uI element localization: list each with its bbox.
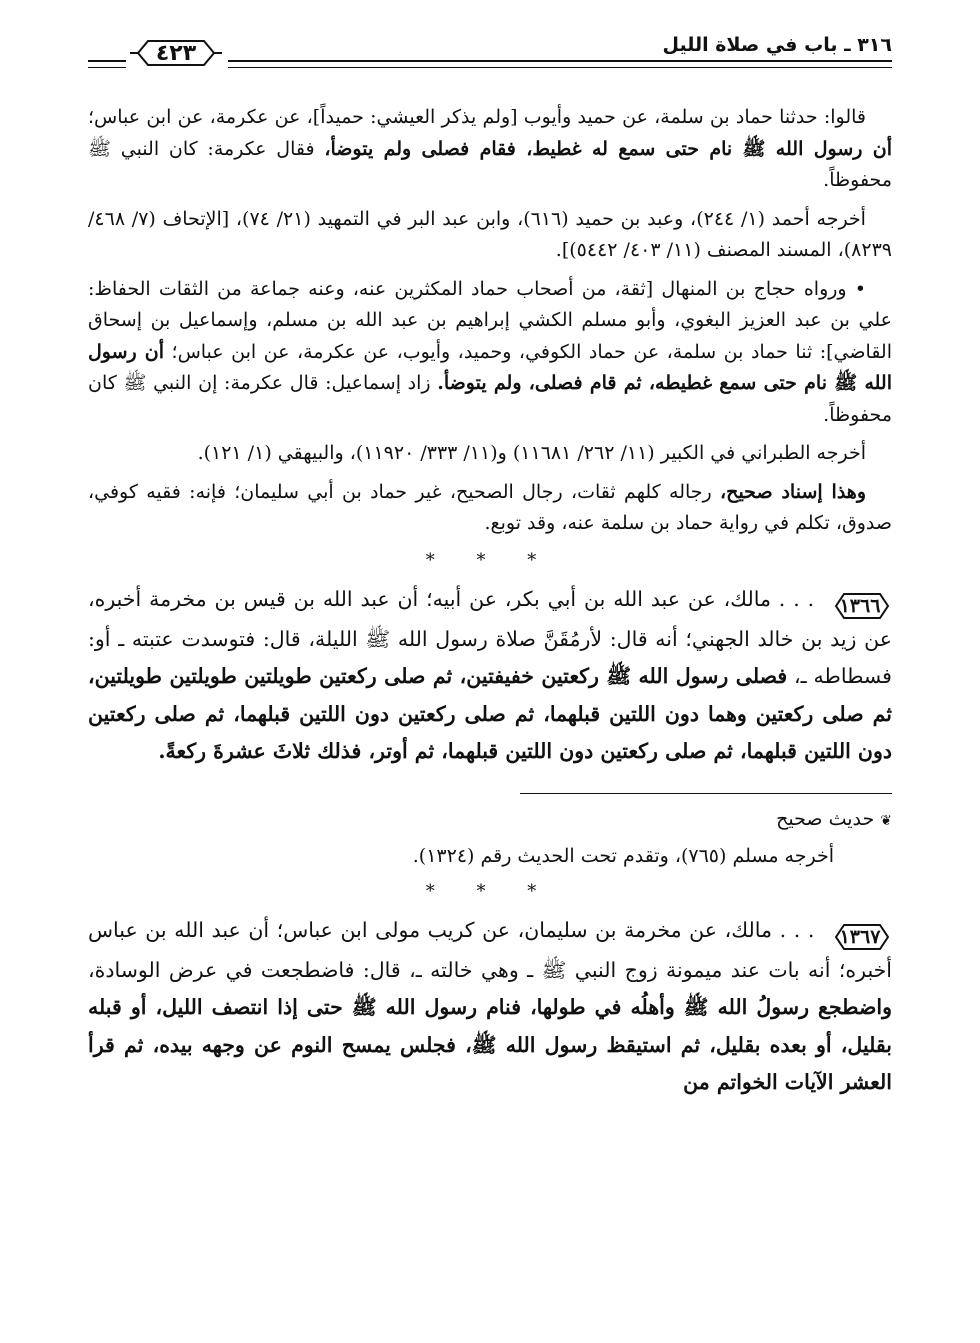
hadith-1367 — [88, 912, 892, 1102]
page-number: ٤٢٣ — [155, 40, 197, 66]
page-number-frame — [128, 38, 224, 68]
running-title: ٣١٦ ـ باب في صلاة الليل — [662, 34, 892, 56]
hadith-1366 — [88, 581, 892, 771]
paragraph — [88, 477, 892, 540]
section-separator: * * * — [425, 549, 555, 571]
takhrij-paragraph: أخرجه الطبراني في الكبير (١١/ ٢٦٢/ ١١٦٨١) و(١١/ ٣٣٣/ ١١٩٢٠)، والبيهقي (١/ ١٢١). — [197, 442, 866, 464]
isnad-text: . . . مالك، عن عبد الله بن أبي بكر، عن أبيه؛ أن عبد الله بن قيس بن مخرمة أخبره، عن زيد بن خالد الجهني؛ أنه قال: لأرمُقَنَّ صلاة رسول الله ﷺ الليلة، قال: فتوسدت عتبته ـ أو: فسطاطه ـ، — [88, 586, 892, 688]
section-separator: * * * — [425, 880, 555, 902]
text-run: فقال عكرمة: كان النبي ﷺ محفوظاً. — [88, 137, 892, 191]
header-rule — [228, 60, 892, 68]
verdict-text: وهذا إسناد صحيح، — [720, 480, 866, 503]
page-header — [88, 34, 892, 90]
text-run: رجاله كلهم ثقات، رجال الصحيح، غير حماد بن أبي سليمان؛ فإنه: فقيه كوفي، صدوق، تكلم في رواية حماد بن سلمة عنه، وقد توبع. — [88, 480, 892, 534]
paragraph — [88, 274, 892, 432]
hadith-grade — [88, 804, 892, 837]
text-run: • ورواه حجاج بن المنهال [ثقة، من أصحاب حماد المكثرين عنه، وعنه جماعة من الثقات الحفاظ: علي بن عبد العزيز البغوي، وأبو مسلم الكشي إبراهيم بن عبد الله بن مسلم، وإسماعيل بن إسحاق القاضي]: ثنا حماد بن سلمة، عن حماد الكوفي، وحميد، وأيوب، عن عكرمة، عن ابن عباس؛ — [88, 277, 892, 363]
takhrij-note: أخرجه مسلم (٧٦٥)، وتقدم تحت الحديث رقم (١٣٢٤). — [412, 844, 834, 867]
bookmark-icon: ❦ — [880, 812, 892, 829]
paragraph — [88, 102, 892, 197]
takhrij-paragraph: أخرجه أحمد (١/ ٢٤٤)، وعبد بن حميد (٦١٦)، وابن عبد البر في التمهيد (٢١/ ٧٤)، [الإتحاف (٧/ ٤٦٨/ ٨٢٣٩)، المسند المصنف (١١/ ٤٠٣/ ٥٤٤٢)]. — [88, 207, 892, 261]
grade-label: حديث صحيح — [776, 807, 875, 830]
hadith-number: ١٣٦٦ — [839, 594, 881, 617]
text-run: زاد إسماعيل: قال عكرمة: إن النبي ﷺ كان محفوظاً. — [88, 372, 892, 426]
text-run: قالوا: حدثنا حماد بن سلمة، عن حميد وأيوب [ولم يذكر العيشي: حميداً]، عن عكرمة، عن ابن عباس؛ — [88, 106, 866, 128]
footnote-divider — [520, 793, 892, 794]
page-body — [88, 102, 892, 1108]
hadith-matn: أن رسول الله ﷺ نام حتى سمع غطيطه، ثم قام فصلى، ولم يتوضأ. — [88, 340, 892, 394]
hadith-matn: أن رسول الله ﷺ نام حتى سمع له غطيط، فقام فصلى ولم يتوضأ، — [324, 137, 892, 160]
isnad-text: . . . مالك، عن مخرمة بن سليمان، عن كريب مولى ابن عباس؛ أن عبد الله بن عباس أخبره؛ أنه بات عند ميمونة زوج النبي ﷺ ـ وهي خالته ـ، قال: فاضطجعت في عرض الوسادة، — [88, 917, 892, 982]
hadith-matn: واضطجع رسولُ الله ﷺ وأهلُه في طولها، فنام رسول الله ﷺ حتى إذا انتصف الليل، أو قبله بقليل، أو بعده بقليل، ثم استيقظ رسول الله ﷺ، فجلس يمسح النوم عن وجهه بيده، ثم قرأ العشر الآيات الخواتم من — [88, 995, 892, 1094]
hadith-matn: فصلى رسول الله ﷺ ركعتين خفيفتين، ثم صلى ركعتين طويلتين طويلتين طويلتين، ثم صلى ركعتين وهما دون اللتين قبلهما، ثم صلى ركعتين دون اللتين قبلهما، ثم صلى ركعتين دون اللتين قبلهما، ثم صلى ركعتين دون اللتين قبلهما، ثم أوتر، فذلك ثلاثَ عشرةَ ركعةً. — [88, 664, 892, 763]
hadith-number-badge — [828, 922, 892, 952]
hadith-number-badge — [828, 591, 892, 621]
header-rule — [88, 60, 126, 68]
hadith-number: ١٣٦٧ — [839, 925, 881, 948]
